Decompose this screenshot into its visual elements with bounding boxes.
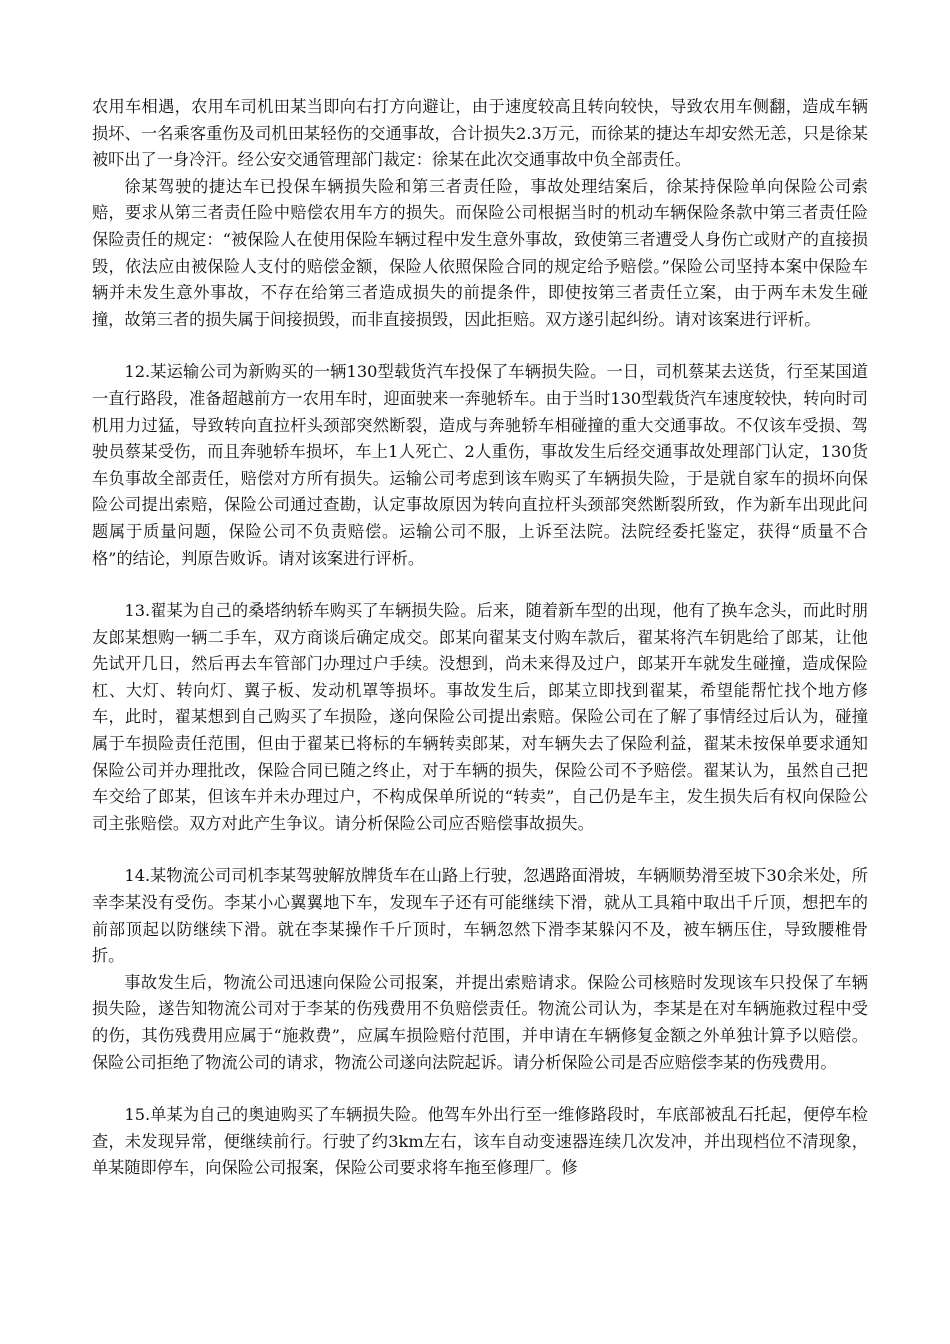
paragraph-gap xyxy=(92,333,868,359)
document-body xyxy=(92,94,868,1182)
paragraph-gap xyxy=(92,837,868,863)
paragraph-gap xyxy=(92,1076,868,1102)
paragraph-case-11-dispute: 徐某驾驶的捷达车已投保车辆损失险和第三者责任险，事故处理结案后，徐某持保险单向保险公司索赔，要求从第三者责任险中赔偿农用车方的损失。而保险公司根据当时的机动车辆保险条款中第三者责任险保险责任的规定：“被保险人在使用保险车辆过程中发生意外事故，致使第三者遭受人身伤亡或财产的直接损毁，依法应由被保险人支付的赔偿金额，保险人依照保险合同的规定给予赔偿。”保险公司坚持本案中保险车辆并未发生意外事故，不存在给第三者造成损失的前提条件，即使按第三者责任立案，由于两车未发生碰撞，故第三者的损失属于间接损毁，而非直接损毁，因此拒赔。双方遂引起纠纷。请对该案进行评析。 xyxy=(92,176,868,329)
paragraph-case-15: 15.单某为自己的奥迪购买了车辆损失险。他驾车外出行至一维修路段时，车底部被乱石托起，便停车检查，未发现异常，便继续前行。行驶了约3km左右，该车自动变速器连续几次发冲，并出现档位不清现象，单某随即停车，向保险公司报案，保险公司要求将车拖至修理厂。修 xyxy=(92,1105,868,1178)
paragraph-case-14: 14.某物流公司司机李某驾驶解放牌货车在山路上行驶，忽遇路面滑坡，车辆顺势滑至坡下30余米处，所幸李某没有受伤。李某小心翼翼地下车，发现车子还有可能继续下滑，就从工具箱中取出千斤顶，想把车的前部顶起以防继续下滑。就在李某操作千斤顶时，车辆忽然下滑李某躲闪不及，被车辆压住，导致腰椎骨折。 xyxy=(92,866,868,966)
paragraph-case-14-claim: 事故发生后，物流公司迅速向保险公司报案，并提出索赔请求。保险公司核赔时发现该车只投保了车辆损失险，遂告知物流公司对于李某的伤残费用不负赔偿责任。物流公司认为，李某是在对车辆施救过程中受的伤，其伤残费用应属于“施救费”，应属车损险赔付范围，并申请在车辆修复金额之外单独计算予以赔偿。保险公司拒绝了物流公司的请求，物流公司遂向法院起诉。请分析保险公司是否应赔偿李某的伤残费用。 xyxy=(92,972,868,1072)
paragraph-gap xyxy=(92,572,868,598)
paragraph-case-11-continued: 农用车相遇，农用车司机田某当即向右打方向避让，由于速度较高且转向较快，导致农用车侧翻，造成车辆损坏、一名乘客重伤及司机田某轻伤的交通事故，合计损失2.3万元，而徐某的捷达车却安然无恙，只是徐某被吓出了一身冷汗。经公安交通管理部门裁定：徐某在此次交通事故中负全部责任。 xyxy=(92,97,868,170)
paragraph-case-12: 12.某运输公司为新购买的一辆130型载货汽车投保了车辆损失险。一日，司机蔡某去送货，行至某国道一直行路段，准备超越前方一农用车时，迎面驶来一奔驰轿车。由于当时130型载货汽车速度较快，转向时司机用力过猛，导致转向直拉杆头颈部突然断裂，造成与奔驰轿车相碰撞的重大交通事故。不仅该车受损、驾驶员蔡某受伤，而且奔驰轿车损坏，车上1人死亡、2人重伤，事故发生后经交通事故处理部门认定，130货车负事故全部责任，赔偿对方所有损失。运输公司考虑到该车购买了车辆损失险，于是就自家车的损坏向保险公司提出索赔，保险公司通过查勘，认定事故原因为转向直拉杆头颈部突然断裂所致，作为新车出现此问题属于质量问题，保险公司不负责赔偿。运输公司不服，上诉至法院。法院经委托鉴定，获得“质量不合格”的结论，判原告败诉。请对该案进行评析。 xyxy=(92,362,868,568)
paragraph-case-13: 13.翟某为自己的桑塔纳轿车购买了车辆损失险。后来，随着新车型的出现，他有了换车念头，而此时朋友郎某想购一辆二手车，双方商谈后确定成交。郎某向翟某支付购车款后，翟某将汽车钥匙给了郎某，让他先试开几日，然后再去车管部门办理过户手续。没想到，尚未来得及过户，郎某开车就发生碰撞，造成保险杠、大灯、转向灯、翼子板、发动机罩等损坏。事故发生后，郎某立即找到翟某，希望能帮忙找个地方修车，此时，翟某想到自己购买了车损险，遂向保险公司提出索赔。保险公司在了解了事情经过后认为，碰撞属于车损险责任范围，但由于翟某已将标的车辆转卖郎某，对车辆失去了保险利益，翟某未按保单要求通知保险公司并办理批改，保险合同已随之终止，对于车辆的损失，保险公司不予赔偿。翟某认为，虽然自己把车交给了郎某，但该车并未办理过户，不构成保单所说的“转卖”，自己仍是车主，发生损失后有权向保险公司主张赔偿。双方对此产生争议。请分析保险公司应否赔偿事故损失。 xyxy=(92,601,868,833)
